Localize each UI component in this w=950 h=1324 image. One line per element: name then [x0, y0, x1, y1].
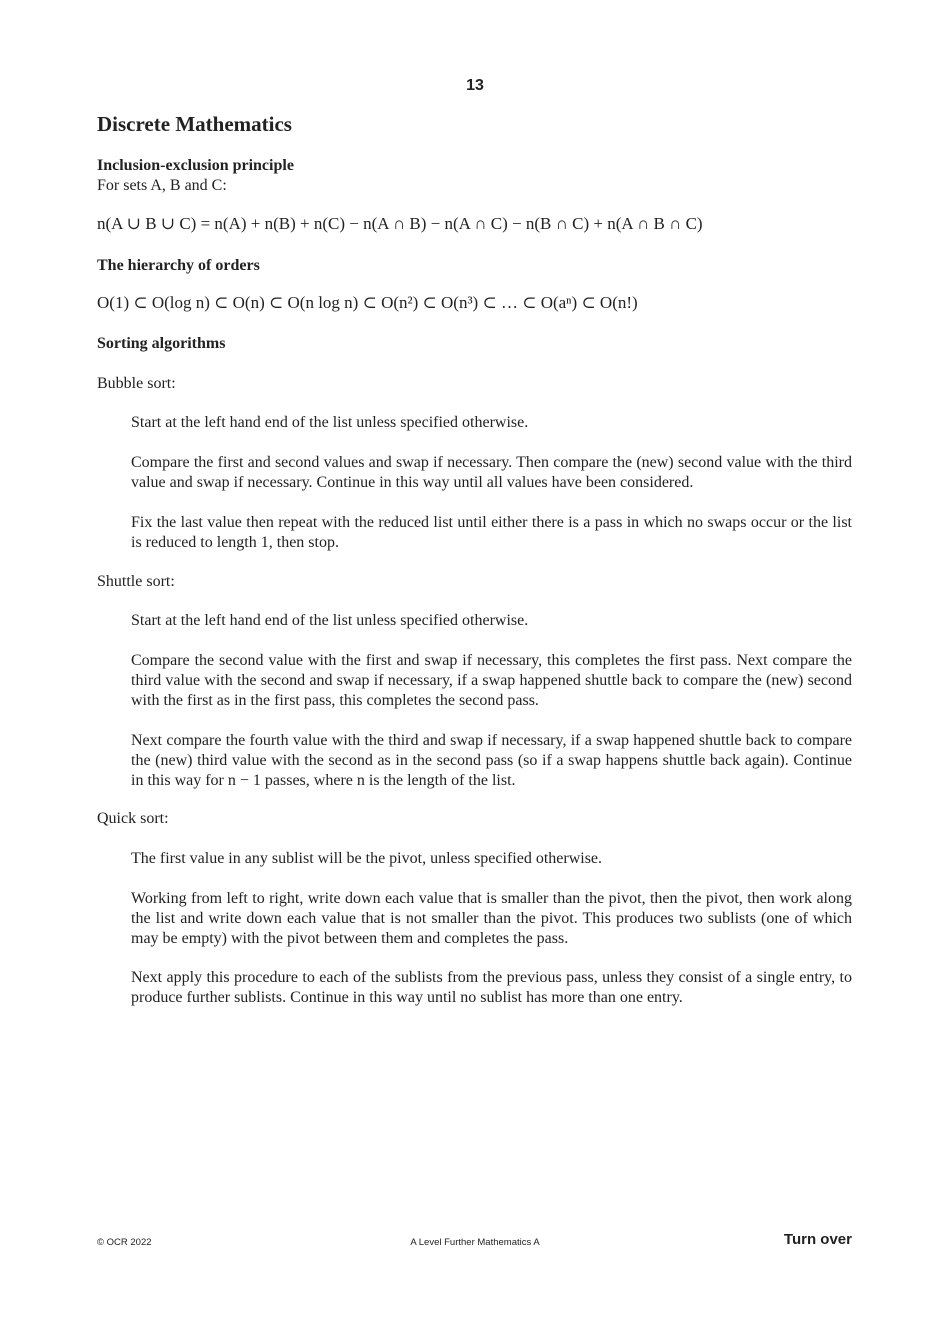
section-title: Discrete Mathematics — [97, 112, 292, 136]
footer-course: A Level Further Mathematics A — [410, 1237, 540, 1248]
inclusion-exclusion-heading: Inclusion-exclusion principle — [97, 157, 294, 174]
shuttle-sort-paragraph: Compare the second value with the first and swap if necessary, this completes the first pass. Next compare the third value with the second and swap if necessary, if a swap happened shuttle back to compare the (new) second with the first as in the first pass, this completes the second pass. — [131, 652, 852, 709]
quick-sort-paragraph: Working from left to right, write down each value that is smaller than the pivot, then the pivot, then work along the list and write down each value that is not smaller than the pivot. This produces two sublists (one of which may be empty) with the pivot between them and completes the pass. — [131, 890, 852, 947]
footer-copyright: © OCR 2022 — [97, 1237, 152, 1248]
shuttle-sort-paragraph: Start at the left hand end of the list unless specified otherwise. — [131, 612, 529, 629]
shuttle-sort-paragraph: Next compare the fourth value with the third and swap if necessary, if a swap happened shuttle back to compare the (new) third value with the second as in the second pass (so if a swap happens shuttle back again). Continue in this way for n − 1 passes, where n is the length of the list. — [131, 732, 852, 789]
inclusion-exclusion-formula: n(A ∪ B ∪ C) = n(A) + n(B) + n(C) − n(A ∩ B) − n(A ∩ C) − n(B ∩ C) + n(A ∩ B ∩ C) — [97, 214, 703, 233]
turn-over-label: Turn over — [783, 1231, 852, 1248]
bubble-sort-paragraph: Fix the last value then repeat with the reduced list until either there is a pass in which no swaps occur or the list is reduced to length 1, then stop. — [131, 514, 852, 551]
bubble-sort-paragraph: Compare the first and second values and swap if necessary. Then compare the (new) second value with the third value and swap if necessary. Continue in this way until all values have been considered. — [131, 454, 852, 491]
quick-sort-paragraph: Next apply this procedure to each of the sublists from the previous pass, unless they consist of a single entry, to produce further sublists. Continue in this way until no sublist has more than one entry. — [131, 969, 852, 1006]
shuttle-sort-label: Shuttle sort: — [97, 573, 175, 590]
quick-sort-paragraph: The first value in any sublist will be the pivot, unless specified otherwise. — [131, 850, 603, 867]
quick-sort-label: Quick sort: — [97, 810, 169, 827]
bubble-sort-label: Bubble sort: — [97, 375, 176, 392]
inclusion-exclusion-intro: For sets A, B and C: — [97, 177, 227, 194]
hierarchy-heading: The hierarchy of orders — [97, 257, 260, 274]
bubble-sort-paragraph: Start at the left hand end of the list unless specified otherwise. — [131, 414, 529, 431]
sorting-heading: Sorting algorithms — [97, 335, 226, 352]
page-number: 13 — [466, 77, 484, 94]
hierarchy-formula: O(1) ⊂ O(log n) ⊂ O(n) ⊂ O(n log n) ⊂ O(n²) ⊂ O(n³) ⊂ … ⊂ O(aⁿ) ⊂ O(n!) — [97, 293, 638, 312]
